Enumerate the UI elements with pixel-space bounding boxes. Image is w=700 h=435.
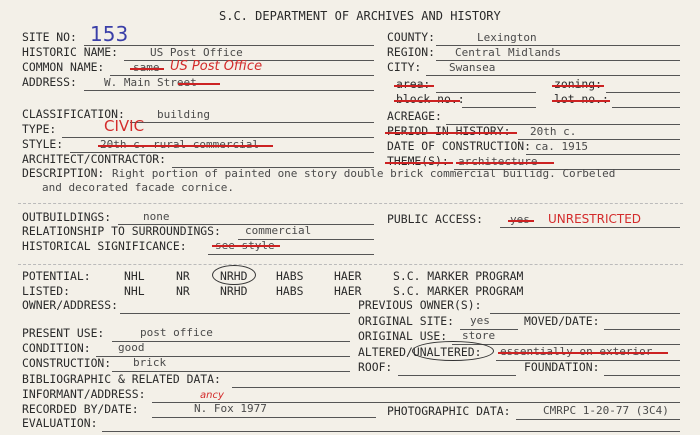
foundation-label: FOUNDATION: — [524, 360, 600, 374]
photographic-label: PHOTOGRAPHIC DATA: — [387, 404, 511, 418]
site-no-value: 153 — [90, 22, 129, 46]
city-value: Swansea — [449, 61, 496, 74]
construction-label: CONSTRUCTION: — [22, 356, 112, 370]
construction-value: brick — [133, 356, 167, 369]
classification-value: building — [157, 108, 210, 121]
potential-habs: HABS — [276, 269, 304, 283]
themes-value: architecture — [458, 155, 538, 168]
style-value: 20th c. rural commercial — [100, 138, 259, 151]
description-line-1: Right portion of painted one story double brick commercial builidg. Corbeled — [112, 167, 616, 180]
potential-label: POTENTIAL: — [22, 269, 91, 283]
type-label: TYPE: — [22, 122, 57, 136]
address-label: ADDRESS: — [22, 75, 77, 89]
address-value: W. Main Street — [104, 76, 197, 89]
present-use-label: PRESENT USE: — [22, 326, 105, 340]
divider — [18, 264, 683, 265]
relationship-value: commercial — [245, 224, 312, 237]
potential-haer: HAER — [334, 269, 362, 283]
public-access-value: yes — [510, 213, 530, 226]
altered-value: essentially on exterior — [500, 345, 653, 358]
county-value: Lexington — [477, 31, 537, 44]
acreage-label: ACREAGE: — [387, 109, 442, 123]
outbuildings-label: OUTBUILDINGS: — [22, 210, 112, 224]
original-use-label: ORIGINAL USE: — [358, 329, 448, 343]
significance-value: see style — [215, 239, 275, 252]
zoning-label: zoning: — [554, 77, 603, 91]
divider — [18, 203, 683, 204]
common-name-value: same — [133, 61, 160, 74]
nrhd-circle-mark — [212, 265, 256, 285]
public-access-label: PUBLIC ACCESS: — [387, 212, 484, 226]
potential-marker: S.C. MARKER PROGRAM — [393, 269, 524, 283]
relationship-label: RELATIONSHIP TO SURROUNDINGS: — [22, 224, 221, 238]
region-value: Central Midlands — [455, 46, 561, 59]
classification-label: CLASSIFICATION: — [22, 107, 125, 121]
recorded-by-handwritten: ancy — [200, 390, 224, 401]
original-site-label: ORIGINAL SITE: — [358, 314, 455, 328]
form-title: S.C. DEPARTMENT OF ARCHIVES AND HISTORY — [219, 9, 501, 23]
moved-date-label: MOVED/DATE: — [524, 314, 600, 328]
evaluation-label: EVALUATION: — [22, 416, 98, 430]
potential-nr: NR — [176, 269, 190, 283]
previous-owner-label: PREVIOUS OWNER(S): — [358, 298, 482, 312]
description-line-2: and decorated facade cornice. — [42, 181, 235, 194]
recorded-by-label: RECORDED BY/DATE: — [22, 402, 139, 416]
lot-no-label: lot no.: — [554, 92, 609, 106]
present-use-value: post office — [140, 326, 213, 339]
common-name-handwritten: US Post Office — [170, 59, 263, 74]
photographic-value: CMRPC 1-20-77 (3C4) — [543, 404, 669, 417]
public-access-handwritten: UNRESTRICTED — [548, 212, 642, 226]
potential-nhl: NHL — [124, 269, 145, 283]
date-construction-value: ca. 1915 — [535, 140, 588, 153]
period-label: PERIOD IN HISTORY: — [387, 124, 511, 138]
architect-label: ARCHITECT/CONTRACTOR: — [22, 152, 167, 166]
roof-label: ROOF: — [358, 360, 393, 374]
common-name-label: COMMON NAME: — [22, 60, 105, 74]
listed-nr: NR — [176, 284, 190, 298]
potential-nrhd: NRHD — [220, 269, 248, 283]
listed-marker: S.C. MARKER PROGRAM — [393, 284, 524, 298]
informant-label: INFORMANT/ADDRESS: — [22, 387, 146, 401]
significance-label: HISTORICAL SIGNIFICANCE: — [22, 239, 187, 253]
listed-habs: HABS — [276, 284, 304, 298]
listed-nrhd: NRHD — [220, 284, 248, 298]
region-label: REGION: — [387, 45, 436, 59]
area-label: area: — [396, 77, 431, 91]
owner-address-label: OWNER/ADDRESS: — [22, 298, 119, 312]
condition-value: good — [118, 341, 145, 354]
altered-label: ALTERED/UNALTERED: — [358, 345, 482, 359]
description-label: DESCRIPTION: — [22, 166, 105, 180]
date-construction-label: DATE OF CONSTRUCTION: — [387, 139, 532, 153]
original-use-value: store — [462, 329, 496, 342]
recorded-by-value: N. Fox 1977 — [194, 402, 267, 415]
original-site-value: yes — [470, 314, 490, 327]
style-label: STYLE: — [22, 137, 64, 151]
condition-label: CONDITION: — [22, 341, 91, 355]
type-handwritten: CIVIC — [104, 117, 145, 135]
listed-haer: HAER — [334, 284, 362, 298]
historic-name-value: US Post Office — [150, 46, 243, 59]
listed-nhl: NHL — [124, 284, 145, 298]
city-label: CITY: — [387, 60, 422, 74]
block-no-label: block no.: — [396, 92, 465, 106]
listed-label: LISTED: — [22, 284, 71, 298]
historic-name-label: HISTORIC NAME: — [22, 45, 119, 59]
bibliographic-label: BIBLIOGRAPHIC & RELATED DATA: — [22, 372, 221, 386]
site-no-label: SITE NO: — [22, 30, 77, 44]
unaltered-circle-mark — [412, 341, 494, 361]
outbuildings-value: none — [143, 210, 170, 223]
period-value: 20th c. — [530, 125, 577, 138]
themes-label: THEME(S): — [387, 154, 449, 168]
county-label: COUNTY: — [387, 30, 436, 44]
